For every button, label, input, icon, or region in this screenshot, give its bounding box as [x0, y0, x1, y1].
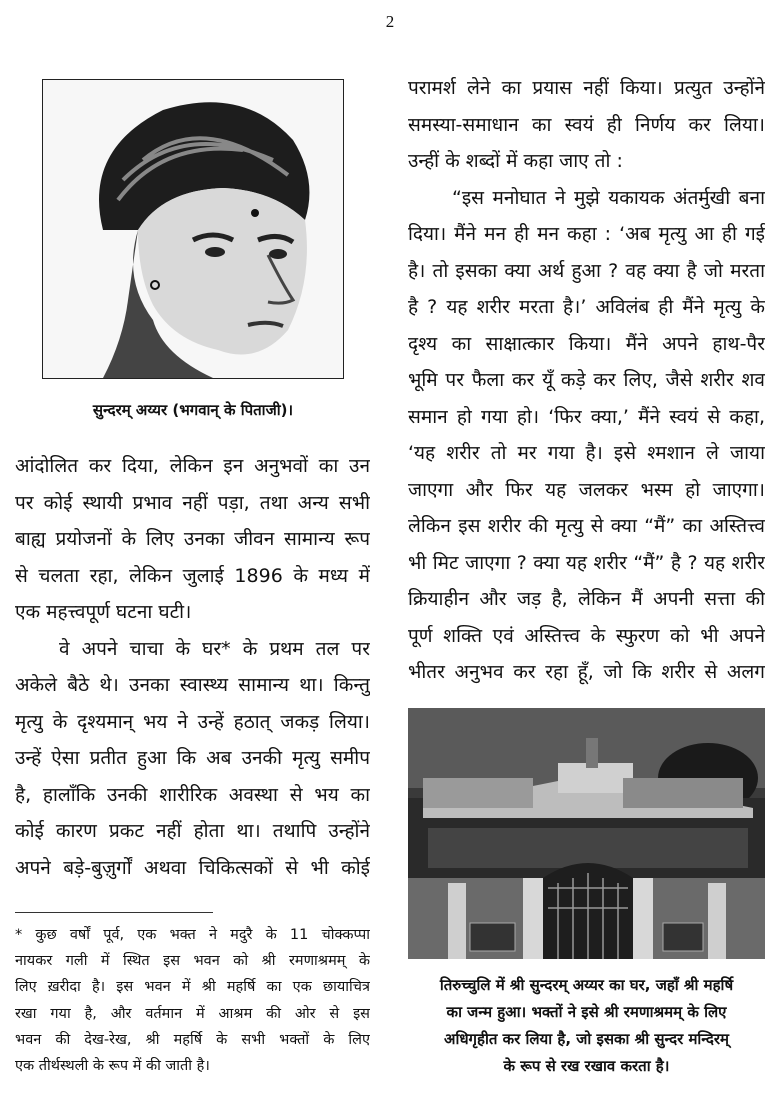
- text-line: लेकिन इस शरीर की मृत्यु से क्या “मैं” का अस्तित्त्व: [408, 515, 765, 537]
- text-line: है, हालाँकि उनकी शारीरिक अवस्था से भय का: [15, 783, 370, 806]
- text-line: वे अपने चाचा के घर* के प्रथम तल पर: [59, 637, 370, 660]
- text-line: मृत्यु के दृश्यमान् भय ने उन्हें हठात् जकड़ लिया।: [15, 710, 370, 733]
- text-line: बाह्य प्रयोजनों के लिए उनका जीवन सामान्य रूप: [15, 528, 370, 550]
- house-caption: [408, 972, 765, 1080]
- text-line: दृश्य का साक्षात्कार किया। मैंने अपने हाथ-पैर: [408, 332, 765, 355]
- footnote-line: रखा गया है, और वर्तमान में आश्रम की ओर से इस: [15, 1005, 370, 1022]
- text-line: उन्हीं के शब्दों में कहा जाए तो :: [408, 150, 623, 172]
- portrait-caption: [42, 396, 344, 424]
- text-line: समस्या-समाधान का स्वयं ही निर्णय कर लिया।: [408, 113, 765, 136]
- text-line: दिया। मैंने मन ही मन कहा : ‘अब मृत्यु आ ही गई: [408, 223, 765, 245]
- house-illustration: [408, 708, 765, 959]
- caption-line: के रूप से रख रखाव करता है।: [503, 1057, 670, 1075]
- caption-line: सुन्दरम् अय्यर (भगवान् के पिताजी)।: [92, 401, 294, 419]
- text-line: है ? यह शरीर मरता है।’ अविलंब ही मैंने मृत्यु के: [408, 296, 765, 318]
- text-line: भी मिट जाएगा ? क्या यह शरीर “मैं” है ? यह शरीर: [408, 551, 765, 574]
- footnote-divider: [15, 912, 213, 913]
- text-line: “इस मनोघात ने मुझे यकायक अंतर्मुखी बना: [452, 186, 765, 209]
- caption-line: का जन्म हुआ। भक्तों ने इसे श्री रमणाश्रमम् के लिए: [446, 1003, 727, 1021]
- footnote-line: * कुछ वर्षों पूर्व, एक भक्त ने मदुरै के 11 चोक्कप्पा: [15, 927, 370, 943]
- footnote: [15, 922, 370, 1079]
- portrait-photo: [42, 79, 344, 379]
- text-line: पर कोई स्थायी प्रभाव नहीं पड़ा, तथा अन्य सभी: [15, 491, 370, 514]
- text-line: आंदोलित कर दिया, लेकिन इन अनुभवों का उन: [15, 455, 370, 477]
- text-line: अपने बड़े-बुज़ुर्गों अथवा चिकित्सकों से भी कोई: [15, 856, 370, 879]
- portrait-illustration: [43, 80, 343, 378]
- page-number: 2: [385, 12, 395, 31]
- footnote-line: नायकर गली में स्थित इस भवन को श्री रमणाश्रमम् के: [15, 953, 370, 970]
- footnote-line: भवन की देख-रेख, श्री महर्षि के सभी भक्तों के लिए: [15, 1031, 370, 1048]
- right-column-text: [408, 70, 765, 691]
- text-line: समान हो गया हो। ‘फिर क्या,’ मैंने स्वयं से कहा,: [408, 405, 765, 428]
- text-line: अकेले बैठे थे। उनका स्वास्थ्य सामान्य था। किन्तु: [15, 674, 370, 696]
- left-column-text: [15, 448, 370, 886]
- caption-line: अधिगृहीत कर लिया है, जो इसका श्री सुन्दर मन्दिरम्: [443, 1030, 730, 1048]
- text-line: है। तो इसका क्या अर्थ हुआ ? वह क्या है जो मरता: [408, 259, 765, 282]
- text-line: से चलता रहा, लेकिन जुलाई 1896 के मध्य में: [15, 564, 370, 587]
- text-line: कोई कारण प्रकट नहीं होता था। तथापि उन्होंने: [15, 820, 370, 842]
- text-line: क्रियाहीन और जड़ है, लेकिन मैं अपनी सत्ता की: [408, 588, 765, 610]
- text-line: भीतर अनुभव कर रहा हूँ, जो कि शरीर से अलग: [408, 661, 765, 683]
- text-line: उन्हें ऐसा प्रतीत हुआ कि अब उनकी मृत्यु समीप: [15, 747, 370, 769]
- text-line: एक महत्त्वपूर्ण घटना घटी।: [15, 601, 192, 623]
- text-line: भूमि पर फैला कर यूँ कड़े कर लिए, जैसे शरीर शव: [408, 369, 765, 391]
- caption-line: तिरुच्चुलि में श्री सुन्दरम् अय्यर का घर, जहाँ श्री महर्षि: [439, 976, 734, 994]
- footnote-line: एक तीर्थस्थली के रूप में की जाती है।: [15, 1057, 210, 1074]
- text-line: पूर्ण शक्ति एवं अस्तित्त्व के स्फुरण को भी अपने: [408, 624, 765, 647]
- text-line: जाएगा और फिर यह जलकर भस्म हो जाएगा।: [408, 478, 765, 501]
- text-line: परामर्श लेने का प्रयास नहीं किया। प्रत्युत उन्होंने: [408, 77, 765, 99]
- footnote-line: लिए ख़रीदा है। इस भवन में श्री महर्षि का एक छायाचित्र: [15, 979, 370, 996]
- house-photo: [408, 708, 765, 959]
- text-line: ‘यह शरीर तो मर गया है। इसे श्मशान ले जाया: [408, 442, 765, 464]
